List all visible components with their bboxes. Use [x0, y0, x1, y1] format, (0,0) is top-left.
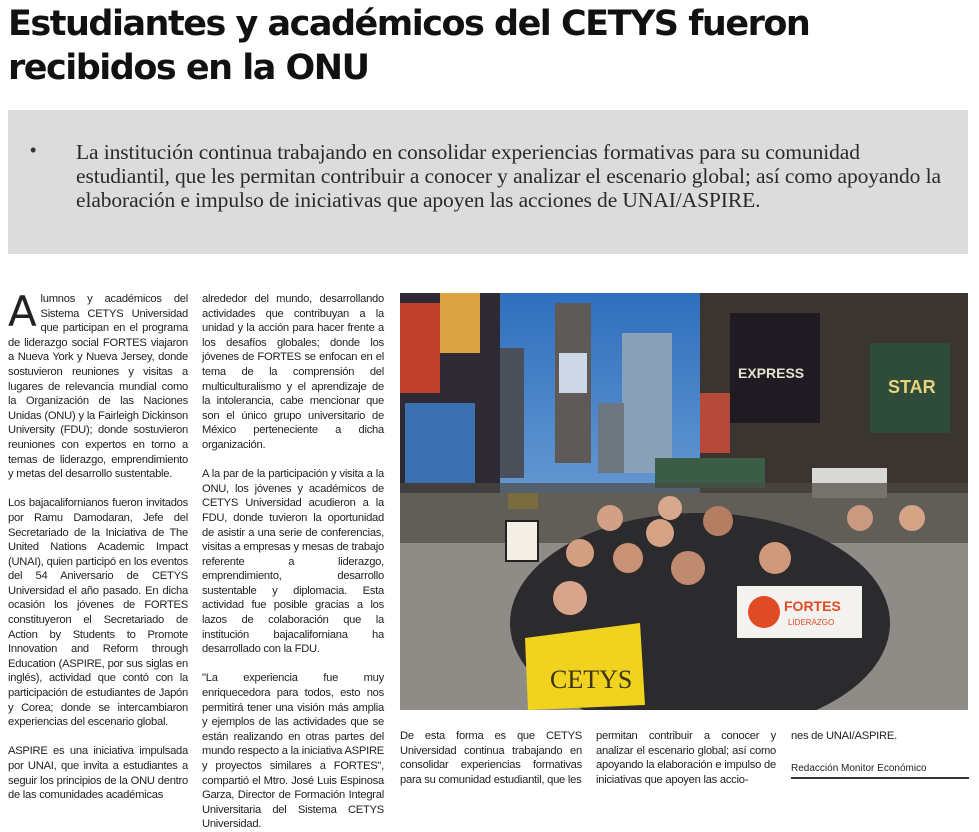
- column-2: [202, 292, 384, 832]
- column-4: [596, 729, 776, 787]
- paragraph-2: Los bajacalifornianos fueron invitados por Ramu Damodaran, Jefe del Secretariado de la Iniciativa de The United Nations Academic Impact (UNAI), quien participó en los eventos del 54 Aniversario de CETYS Universidad el año pasado. En dicha ocasión los jóvenes de FORTES constituyeron el Secretariado de Action by Students to Promote Innovation and Reform through Education (ASPIRE, por sus siglas en inglés), actividad que contó con la participación de estudiantes de Japón y Corea; donde se intercambiaron experiencias del escenario global.: [8, 497, 188, 729]
- column-5: [791, 729, 969, 744]
- column-3: [400, 729, 582, 787]
- billboard-left-1: [400, 303, 440, 393]
- face-8: [597, 505, 623, 531]
- paragraph-6: "La experiencia fue muy enriquecedora para todos, esto nos permitirá tener una visión más amplia y ejemplos de las actividades que se están realizando en otras partes del mundo respecto a la iniciativa ASPIRE y proyectos similares a FORTES", compartió el Mtro. José Luis Espinosa Garza, Director de Formación Integral Universitaria del Sistema CETYS Universidad.: [202, 672, 384, 831]
- paragraph-1: [8, 287, 188, 482]
- paragraph-4: alrededor del mundo, desarrollando actividades que contribuyan a la unidad y la acción para hacer frente a los desafíos globales; donde los jóvenes de FORTES se enfocan en el tema de la comprensión del multiculturalismo y el aprendizaje de la intolerancia, cabe mencionar que son el único grupo universitario de México perteneciente a dicha organización.: [202, 293, 384, 451]
- summary-text: La institución continua trabajando en consolidar experiencias formativas para su comunidad estudiantil, que les permitan contribuir a conocer y analizar el escenario global; así como apoyando la elaboración e impulso de iniciativas que apoyen las acciones de UNAI/ASPIRE.: [76, 140, 941, 212]
- billboard-left-3: [405, 403, 475, 483]
- billboard-right-small: [700, 393, 730, 453]
- fortes-banner-text: FORTES: [784, 598, 841, 614]
- paragraph-1-text: lumnos y académicos del Sistema CETYS Universidad que participan en el programa de liderazgo social FORTES viajaron a Nueva York y Nueva Jersey, donde sostuvieron reuniones y visitas a lugares de relevancia mundial como la Organización de las Naciones Unidas (ONU) y la Fairleigh Dickinson University (FDU); donde sostuvieron reuniones con expertos en torno a temas de liderazgo, emprendimiento y metas del desarrollo sustentable.: [8, 293, 188, 481]
- billboard-star-text: STAR: [888, 377, 936, 397]
- face-6: [703, 506, 733, 536]
- article-title: Estudiantes y académicos del CETYS fueron recibidos en la ONU: [8, 4, 810, 88]
- tower-left-far: [500, 348, 524, 478]
- cetys-flag-text: CETYS: [550, 665, 633, 694]
- face-5: [671, 551, 705, 585]
- face-9: [658, 496, 682, 520]
- face-4: [646, 519, 674, 547]
- tower-mid-2: [598, 403, 624, 473]
- billboard-left-2: [440, 293, 480, 353]
- face-1: [553, 581, 587, 615]
- paragraph-8: permitan contribuir a conocer y analizar el escenario global; así como apoyando la elaboración e impulso de iniciativas que apoyen las accio-: [596, 730, 776, 786]
- fortes-banner-subtext: LIDERAZGO: [788, 618, 835, 627]
- author-credit: Redacción Monitor Económico: [791, 763, 969, 779]
- face-2: [566, 539, 594, 567]
- summary-bullet: •: [30, 140, 37, 160]
- face-10: [847, 505, 873, 531]
- drop-cap: A: [8, 287, 37, 336]
- fortes-logo-icon: [748, 596, 780, 628]
- face-11: [899, 505, 925, 531]
- paragraph-7: De esta forma es que CETYS Universidad continua trabajando en consolidar experiencias formativas para su comunidad estudiantil, que les: [400, 730, 582, 786]
- paragraph-3: ASPIRE es una iniciativa impulsada por UNAI, que invita a estudiantes a seguir los principios de la ONU dentro de las comunidades académicas: [8, 745, 188, 802]
- paragraph-9: nes de UNAI/ASPIRE.: [791, 730, 897, 742]
- summary-box: [8, 110, 968, 254]
- paragraph-5: A la par de la participación y visita a la ONU, los jóvenes y académicos de CETYS Universidad acudieron a la FDU, donde tuvieron la oportunidad de asistir a una serie de conferencias, visitas a empresas y mesas de trabajo referente a liderazgo, emprendimiento, desarrollo sustentable y diplomacia. Esta actividad fue posible gracias a los lazos de colaboración que la institución bajacaliforniana ha desarrollado con la FDU.: [202, 468, 384, 656]
- face-7: [759, 542, 791, 574]
- face-3: [613, 543, 643, 573]
- billboard-express-text: EXPRESS: [738, 365, 805, 381]
- article-photo: [400, 293, 968, 710]
- street-sign: [506, 521, 538, 561]
- column-1: [8, 287, 188, 803]
- tower-screen: [559, 353, 587, 393]
- tower-mid: [622, 333, 672, 473]
